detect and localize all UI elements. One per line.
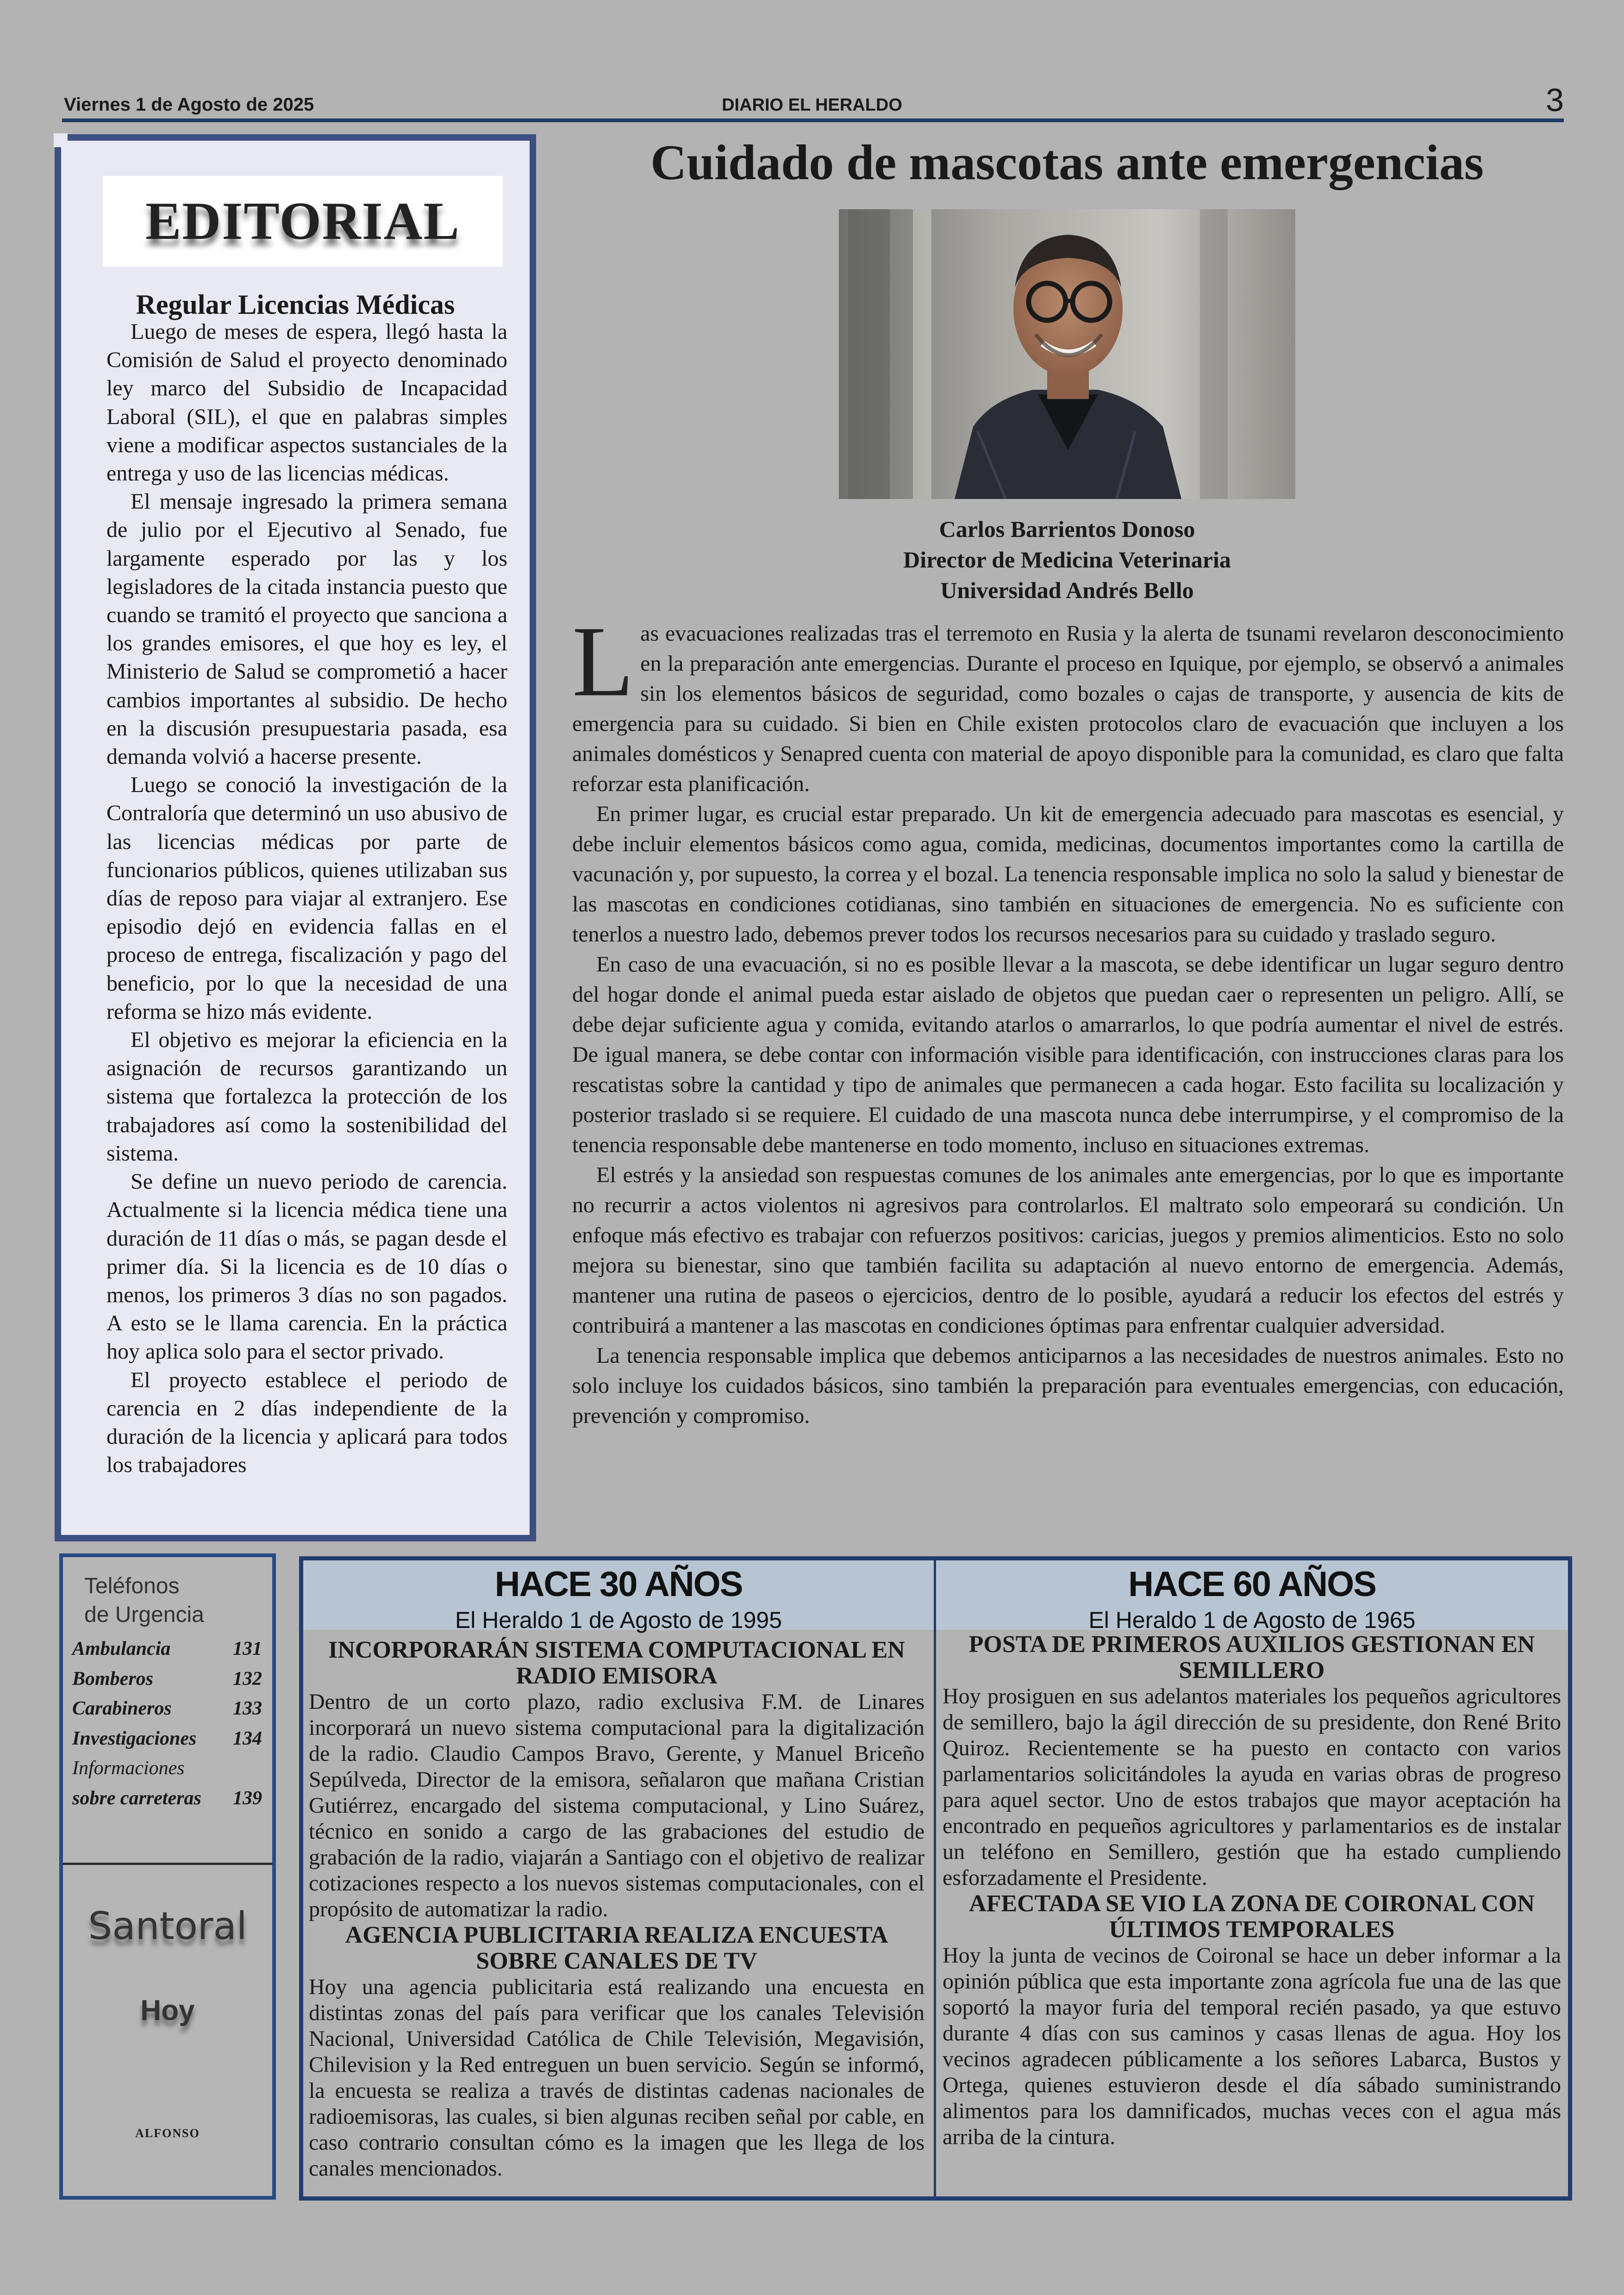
santoral-today: Hoy xyxy=(140,1995,195,2027)
hace30-paragraph: Dentro de un corto plazo, radio exclusiva F.M. de Linares incorporará un nuevo sistema computacional para la digitalización de la radio. Claudio Campos Bravo, Gerente, y Manuel Briceño Sepúlveda, Director de la emisora, señalaron que mañana Cristian Gutiérrez, encargado del sistema computacional, y Lino Suárez, técnico en sonido a cargo de las grabaciones del estudio de grabación de la radio, viajarán a Santiago con el objetivo de realizar cotizaciones respecto a los nuevos sistemas computacionales, con el propósito de automatizar la radio. xyxy=(309,1690,924,1921)
phone-number: 139 xyxy=(233,1787,262,1809)
phone-number: 133 xyxy=(233,1698,262,1719)
editorial-title: Regular Licencias Médicas xyxy=(136,289,455,320)
editorial-paragraph: El proyecto establece el periodo de carencia en 2 días independiente de la duración de la licencia y aplicará para todos los trabajadores xyxy=(106,1367,507,1478)
hace60-subtitle: El Heraldo 1 de Agosto de 1965 xyxy=(1088,1607,1416,1633)
editorial-paragraph: El mensaje ingresado la primera semana de julio por el Ejecutivo al Senado, fue largamente esperado por las y los legisladores de la citada instancia puesto que cuando se tramitó el proyecto que sanciona a los grandes emisores, el que hoy es ley, el Ministerio de Salud se comprometió a hacer cambios importantes al subsidio. De hecho en la discusión presupuestaria pasada, esa demanda volvió a hacerse presente. xyxy=(106,489,507,769)
hace30-title: HACE 30 AÑOS xyxy=(494,1565,743,1604)
editorial-paragraph: Luego se conoció la investigación de la Contraloría que determinó un uso abusivo de las licencias médicas por parte de funcionarios públicos, quienes utilizaban sus días de reposo para viajar al extranjero. Ese episodio dejó en evidencia fallas en el proceso de entrega, fiscalización y pago del beneficio, por lo que la necesidad de una reforma se hizo más evidente. xyxy=(106,773,507,1024)
hace30-headline: AGENCIA PUBLICITARIA REALIZA ENCUESTA SOBRE CANALES DE TV xyxy=(345,1922,888,1974)
hace30-header xyxy=(303,1560,934,1633)
header-date: Viernes 1 de Agosto de 2025 xyxy=(64,94,314,115)
phone-row xyxy=(72,1784,262,1814)
author-role: Director de Medicina Veterinaria xyxy=(903,547,1231,573)
hace30-subtitle: El Heraldo 1 de Agosto de 1995 xyxy=(455,1607,782,1633)
hace60-headline: AFECTADA SE VIO LA ZONA DE COIRONAL CON ÚLTIMOS TEMPORALES xyxy=(969,1890,1535,1943)
phone-label: Bomberos xyxy=(72,1668,154,1690)
article-paragraph: En caso de una evacuación, si no es posible llevar a la mascota, se debe identificar un lugar seguro dentro del hogar donde el animal pueda estar aislado de objetos que puedan caer o representen un peligro. Allí, se debe dejar suficiente agua y comida, evitando atarlos o amarrarlos, lo que podría aumentar el nivel de estrés. De igual manera, se debe contar con información visible para identificación, con instrucciones claras para los rescatistas sobre la cantidad y tipo de animales que permanecen a cada hogar. Esto facilita su localización y posterior traslado si se requiere. El cuidado de una mascota nunca debe interrumpirse, y el compromiso de la tenencia responsable debe mantenerse en todo momento, incluso en situaciones extremas. xyxy=(572,952,1564,1157)
phone-label: Ambulancia xyxy=(72,1638,171,1659)
header-rule xyxy=(62,118,1564,122)
phone-number: 132 xyxy=(233,1668,262,1690)
editorial-paragraph: El objetivo es mejorar la eficiencia en la asignación de recursos garantizando un sistema que fortalezca la protección de los trabajadores así como la sostenibilidad del sistema. xyxy=(106,1028,507,1166)
phone-row xyxy=(72,1724,262,1754)
phone-number: 131 xyxy=(233,1638,262,1659)
phones-title-line: Teléfonos xyxy=(84,1574,180,1598)
hace60-content xyxy=(943,1632,1561,2150)
header-newspaper-name: DIARIO EL HERALDO xyxy=(722,95,902,115)
history-box xyxy=(299,1556,1572,2201)
author-byline xyxy=(569,514,1565,605)
hace60-paragraph: Hoy la junta de vecinos de Coironal se hace un deber informar a la opinión pública que esta importante zona agrícola fue una de las que soportó la mayor furia del temporal recién pasado, ya que estuvo durante 4 días con sus caminos y casas llenas de agua. Hoy los vecinos agradecen públicamente a los señores Labarca, Bustos y Ortega, quienes estuvieron desde el día sábado suministrando alimentos para los damnificados, muchas veces con el agua más arriba de la cintura. xyxy=(943,1943,1561,2149)
editorial-body xyxy=(106,318,507,1479)
phones-title xyxy=(84,1572,204,1629)
author-organization: Universidad Andrés Bello xyxy=(940,577,1194,603)
editorial-banner: EDITORIAL xyxy=(103,176,503,267)
article-paragraph xyxy=(572,606,1564,799)
phone-number: 134 xyxy=(233,1727,262,1749)
hace60-paragraph: Hoy prosiguen en sus adelantos materiales los pequeños agricultores de semillero, bajo la ágil dirección de su presidente, don René Brito Quiroz. Recientemente se ha puesto en contacto con varios parlamentarios solicitándoles la ayuda en varias obras de progreso para aquel sector. Uno de estos trabajos que mayor aceptación ha encontrado en pequeños agricultores y parlamentarios es de instalar un teléfono en Semillero, gestión que ha estado cumpliendo esforzadamente el Presidente. xyxy=(943,1684,1561,1890)
history-column-divider xyxy=(934,1560,936,2196)
article-paragraph-text: as evacuaciones realizadas tras el terremoto en Rusia y la alerta de tsunami revelaron desconocimiento en la preparación ante emergencias. Durante el proceso en Iquique, por ejemplo, se observó a animales sin los elementos básicos de seguridad, como bozales o cajas de transporte, y ausencia de kits de emergencia para su cuidado. Si bien en Chile existen protocolos claro de evacuación que incluyen a los animales domésticos y Senapred cuenta con material de apoyo disponible para la comunidad, es claro que falta reforzar esta planificación. xyxy=(572,621,1564,796)
phone-label: Investigaciones xyxy=(72,1727,197,1749)
hace30-paragraph: Hoy una agencia publicitaria está realizando una encuesta en distintas zonas del país para verificar que los canales Televisión Nacional, Universidad Católica de Chile Televisión, Megavisión, Chilevision y la Red entreguen un buen servicio. Según se informó, la encuesta se realiza a través de distintas cadenas nacionales de radioemisoras, las cuales, si bien algunas reciben señal por cable, en caso contrario consultan cómo es la imagen que les llega de los canales mencionados. xyxy=(309,1975,924,2181)
editorial-paragraph: Se define un nuevo periodo de carencia. Actualmente si la licencia médica tiene una duración de 11 días o más, se pagan desde el primer día. Si la licencia es de 10 días o menos, los primeros 3 días no son pagados. A esto se le llama carencia. En la práctica hoy aplica solo para el sector privado. xyxy=(106,1169,507,1364)
author-portrait-image xyxy=(839,209,1295,499)
phone-label: Carabineros xyxy=(72,1698,172,1719)
phone-label: sobre carreteras xyxy=(72,1787,201,1809)
hace30-headline: INCORPORARÁN SISTEMA COMPUTACIONAL EN RADIO EMISORA xyxy=(328,1637,905,1689)
phones-list xyxy=(72,1634,262,1813)
article-title: Cuidado de mascotas ante emergencias xyxy=(650,135,1484,190)
article-body xyxy=(572,606,1564,1431)
author-photo xyxy=(839,209,1295,499)
article-paragraph: El estrés y la ansiedad son respuestas comunes de los animales ante emergencias, por lo que es importante no recurrir a actos violentos ni agresivos para controlarlos. El maltrato solo empeorará su condición. Un enfoque más efectivo es trabajar con refuerzos positivos: caricias, juegos y premios alimenticios. Esto no solo mejora su bienestar, sino que también facilita su adaptación al nuevo entorno de emergencia. Además, mantener una rutina de paseos o ejercicios, dentro de lo posible, ayudará a reducir los efectos del estrés y contribuirá a mantener a las mascotas en condiciones óptimas para enfrentar cualquier adversidad. xyxy=(572,1163,1564,1338)
emergency-phones-box xyxy=(59,1553,276,2200)
hace60-header xyxy=(936,1560,1568,1633)
article-paragraph: La tenencia responsable implica que debemos anticiparnos a las necesidades de nuestros animales. Esto no solo incluye los cuidados básicos, sino también la preparación para eventuales emergencias, con educación, prevención y compromiso. xyxy=(572,1343,1564,1428)
drop-cap: L xyxy=(572,606,634,717)
santoral-saint-name: ALFONSO xyxy=(135,2127,200,2140)
phone-row xyxy=(72,1694,262,1724)
author-name: Carlos Barrientos Donoso xyxy=(939,516,1195,542)
editorial-box xyxy=(55,134,536,1541)
header-page-number: 3 xyxy=(1546,82,1564,118)
hace60-title: HACE 60 AÑOS xyxy=(1128,1565,1376,1604)
article-paragraph: En primer lugar, es crucial estar preparado. Un kit de emergencia adecuado para mascotas es esencial, y debe incluir elementos básicos como agua, comida, medicinas, documentos importantes como la cartilla de vacunación y, por supuesto, la correa y el bozal. La tenencia responsable implica no solo la salud y bienestar de las mascotas en condiciones cotidianas, sino también en situaciones de emergencia. No es suficiente con tenerlos a nuestro lado, debemos prever todos los recursos necesarios para su cuidado y traslado seguro. xyxy=(572,802,1564,947)
phones-title-line: de Urgencia xyxy=(84,1603,204,1627)
hace30-content xyxy=(309,1637,924,2182)
editorial-paragraph: Luego de meses de espera, llegó hasta la Comisión de Salud el proyecto denominado ley marco del Subsidio de Incapacidad Laboral (SIL), el que en palabras simples viene a modificar aspectos sustanciales de la entrega y uso de las licencias médicas. xyxy=(106,319,507,486)
phones-divider xyxy=(63,1863,272,1865)
phone-row xyxy=(72,1634,262,1664)
hace60-headline: POSTA DE PRIMEROS AUXILIOS GESTIONAN EN SEMILLERO xyxy=(968,1631,1535,1684)
phone-row xyxy=(72,1753,262,1784)
santoral-title: Santoral xyxy=(88,1904,247,1948)
phone-row xyxy=(72,1664,262,1694)
phone-label: Informaciones xyxy=(72,1758,185,1779)
